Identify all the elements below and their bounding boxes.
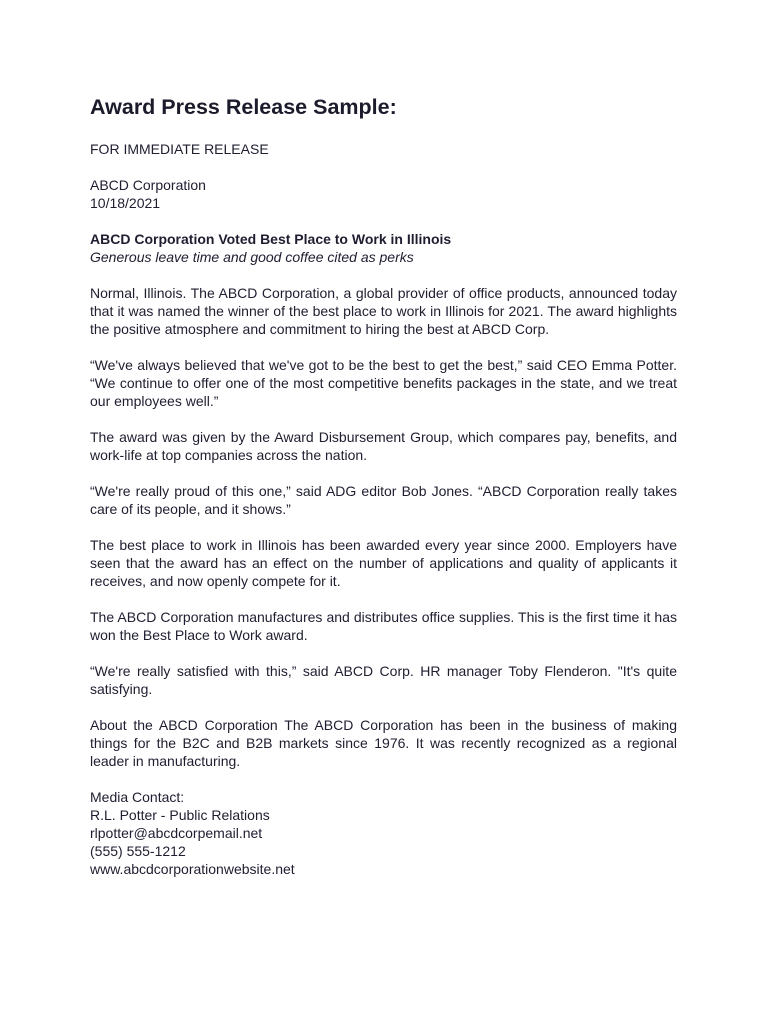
contact-name: R.L. Potter - Public Relations [90,807,270,823]
paragraph-about: About the ABCD Corporation The ABCD Corporation has been in the business of making things for the B2C and B2B markets since 1976. It was recently recognized as a regional leader in manufacturing. [90,717,677,769]
paragraph-editor-quote: “We're really proud of this one,” said ADG editor Bob Jones. “ABCD Corporation really takes care of its people, and it shows.” [90,483,677,517]
release-date: 10/18/2021 [90,195,161,211]
paragraph-hr-quote: “We're really satisfied with this,” said ABCD Corp. HR manager Toby Flenderon. "It's quite satisfying. [90,663,677,697]
contact-phone: (555) 555-1212 [90,843,186,859]
contact-label: Media Contact: [90,789,185,805]
subheadline: Generous leave time and good coffee cited as perks [90,249,414,265]
paragraph-company-info: The ABCD Corporation manufactures and distributes office supplies. This is the first time it has won the Best Place to Work award. [90,609,677,643]
contact-email: rlpotter@abcdcorpemail.net [90,825,263,841]
paragraph-award-group: The award was given by the Award Disbursement Group, which compares pay, benefits, and work-life at top companies across the nation. [90,429,677,463]
paragraph-ceo-quote: “We've always believed that we've got to be the best to get the best,” said CEO Emma Potter. “We continue to offer one of the most competitive benefits packages in the state, and we treat our employees well.” [90,357,677,409]
company-block [90,176,677,212]
contact-website: www.abcdcorporationwebsite.net [90,861,295,877]
release-label: FOR IMMEDIATE RELEASE [90,141,269,157]
document-page [90,92,677,878]
company-name: ABCD Corporation [90,177,206,193]
headline: ABCD Corporation Voted Best Place to Work in Illinois [90,231,452,247]
paragraph-intro: Normal, Illinois. The ABCD Corporation, a global provider of office products, announced today that it was named the winner of the best place to work in Illinois for 2021. The award highlights the positive atmosphere and commitment to hiring the best at ABCD Corp. [90,285,677,337]
document-title: Award Press Release Sample: [90,95,397,119]
media-contact [90,788,677,878]
paragraph-award-history: The best place to work in Illinois has been awarded every year since 2000. Employers have seen that the award has an effect on the number of applications and quality of applicants it receives, and now openly compete for it. [90,537,677,589]
